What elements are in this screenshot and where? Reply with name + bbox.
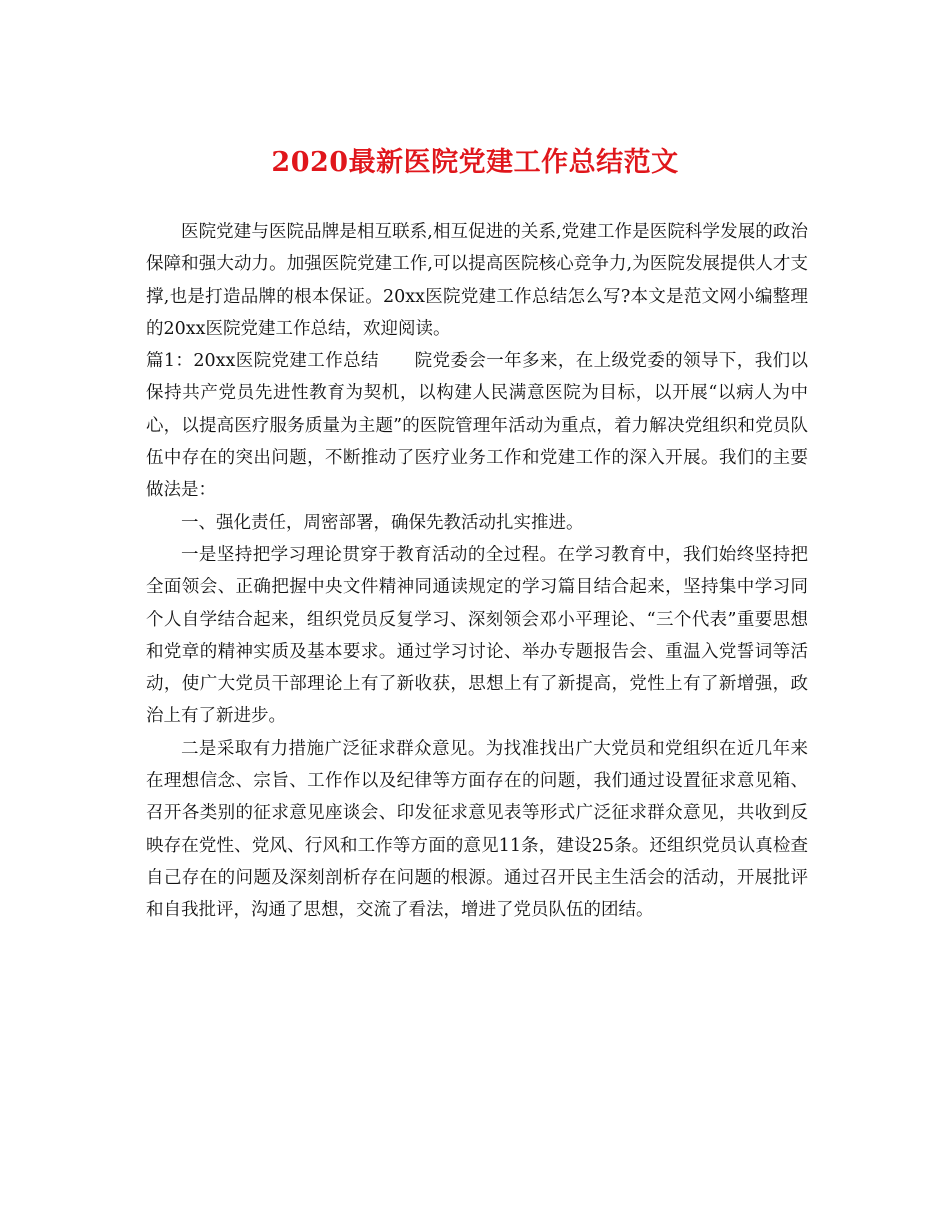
paragraph-point-2: 二是采取有力措施广泛征求群众意见。为找准找出广大党员和党组织在近几年来在理想信念、宗旨、工作作以及纪律等方面存在的问题，我们通过设置征求意见箱、召开各类别的征求意见座谈会、印发征求意见表等形式广泛征求群众意见，共收到反映存在党性、党风、行风和工作等方面的意见11条，建设25条。还组织党员认真检查自己存在的问题及深刻剖析存在问题的根源。通过召开民主生活会的活动，开展批评和自我批评，沟通了思想，交流了看法，增进了党员队伍的团结。 <box>146 738 808 921</box>
paragraph-point-1: 一是坚持把学习理论贯穿于教育活动的全过程。在学习教育中，我们始终坚持把全面领会、正确把握中央文件精神同通读规定的学习篇目结合起来，坚持集中学习同个人自学结合起来，组织党员反复学习、深刻领会邓小平理论、“三个代表”重要思想和党章的精神实质及基本要求。通过学习讨论、举办专题报告会、重温入党誓词等活动，使广大党员干部理论上有了新收获，思想上有了新提高，党性上有了新增强，政治上有了新进步。 <box>146 544 808 727</box>
document-body <box>146 216 808 927</box>
document-title: 2020最新医院党建工作总结范文 <box>271 147 679 178</box>
paragraph-article-1: 篇1：20xx医院党建工作总结 院党委会一年多来，在上级党委的领导下，我们以保持共产党员先进性教育为契机，以构建人民满意医院为目标，以开展“以病人为中心，以提高医疗服务质量为主题”的医院管理年活动为重点，着力解决党组织和党员队伍中存在的突出问题，不断推动了医疗业务工作和党建工作的深入开展。我们的主要做法是： <box>146 351 808 501</box>
paragraph-section-heading: 一、强化责任，周密部署，确保先教活动扎实推进。 <box>181 512 584 533</box>
paragraph-intro: 医院党建与医院品牌是相互联系,相互促进的关系,党建工作是医院科学发展的政治保障和强大动力。加强医院党建工作,可以提高医院核心竞争力,为医院发展提供人才支撑,也是打造品牌的根本保证。20xx医院党建工作总结怎么写?本文是范文网小编整理的20xx医院党建工作总结，欢迎阅读。 <box>146 222 808 339</box>
